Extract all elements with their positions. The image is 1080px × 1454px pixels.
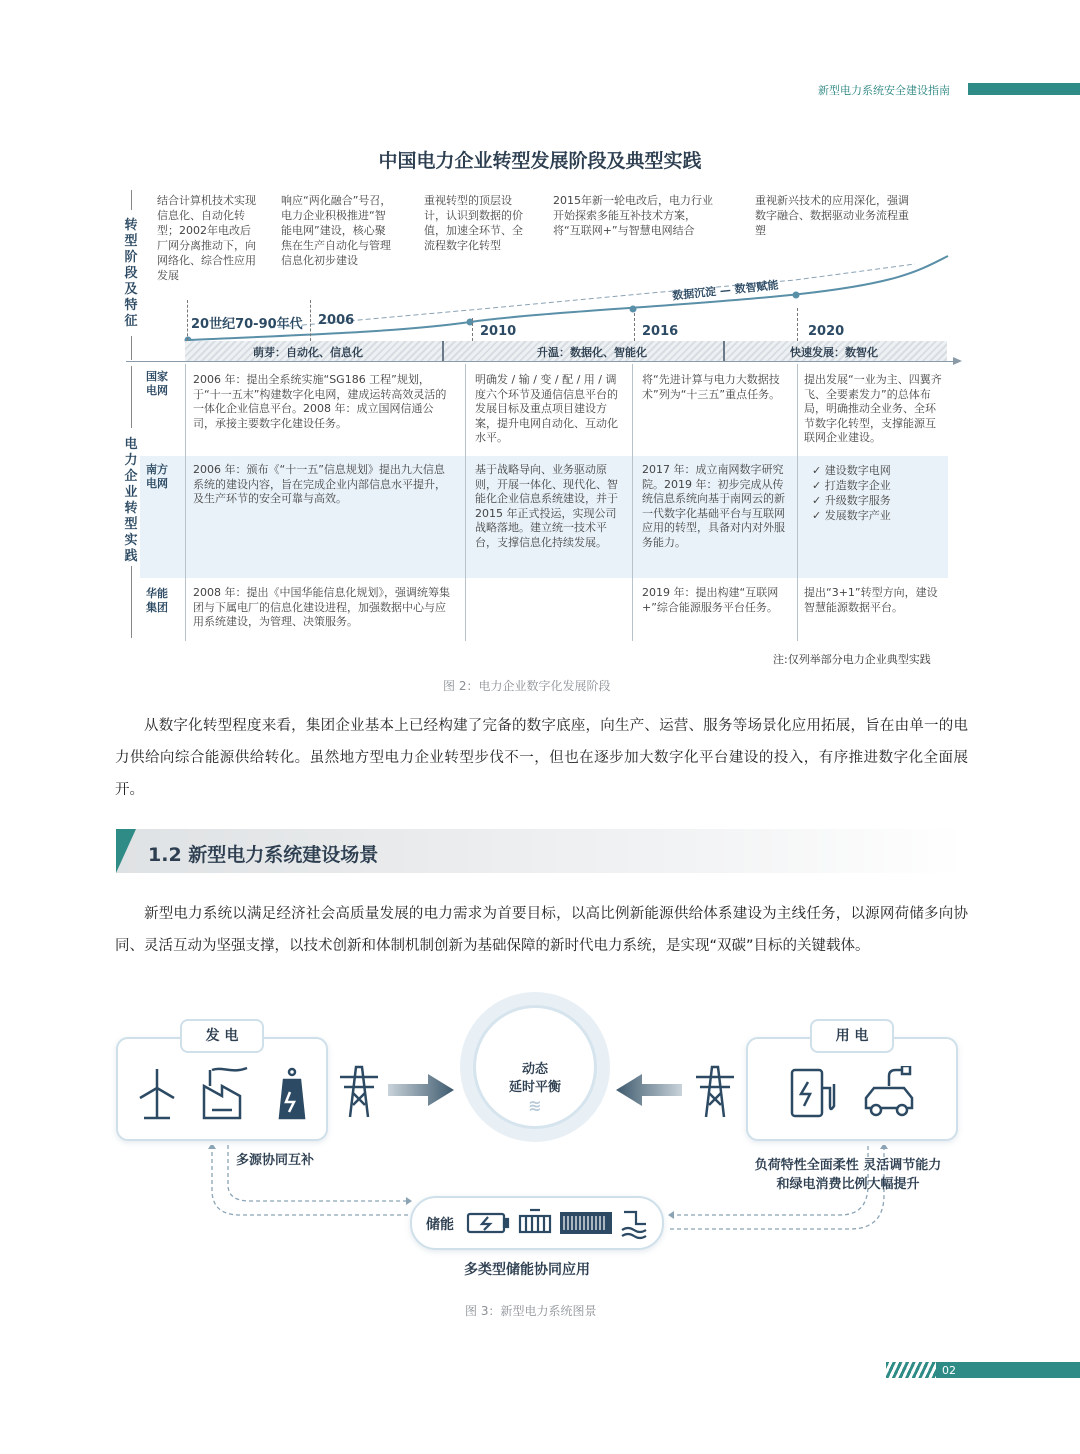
cell-sgcc-3: 将“先进计算与电力大数据技术”列为“十三五”重点任务。: [642, 373, 781, 401]
figure3-caption: 图 3：新型电力系统图景: [465, 1304, 597, 1318]
company-name-sgcc: 国家电网: [146, 370, 168, 397]
load-label-line2: 和绿电消费比例大幅提升: [776, 1177, 920, 1192]
cell-sgcc-2: 明确发 / 输 / 变 / 配 / 用 / 调度六个环节及通信信息平台的发展目标及重点项目建设方案，提升电网自动化、互动化水平。: [475, 373, 618, 445]
cell-csg-1: 2006 年：颁布《“十一五”信息规划》提出九大信息系统的建设内容，旨在完成企业内部信息水平提升，及生产环节的安全可靠与高效。: [193, 463, 446, 506]
year-label: 2016: [642, 324, 679, 339]
side-divider-mid: [131, 336, 132, 360]
figure2-title: 中国电力企业转型发展阶段及典型实践: [378, 150, 702, 172]
side-label-practice: 电力企业转型实践: [124, 437, 138, 564]
section-heading-accent: [116, 829, 136, 873]
wave-icon: ≋: [528, 1096, 542, 1115]
cell-huaneng-1: 2008 年：提出《中国华能信息化规划》，强调统筹集团与下属电厂的信息化建设进程，加强数据中心与应用系统建设，为管理、决策服务。: [193, 586, 450, 629]
load-label: [733, 1156, 963, 1194]
stage-desc-4: 2015年新一轮电改后，电力行业开始探索多能互补技术方案，将“互联网+”与智慧电网结合: [553, 194, 713, 237]
phase-label-3: 快速发展：数智化: [790, 346, 878, 359]
year-marker: [187, 300, 188, 341]
list-item: ✓ 发展数字产业: [812, 509, 891, 522]
generation-icons: [132, 1066, 312, 1120]
list-item: ✓ 升级数字服务: [812, 494, 891, 507]
figure2-note: 注:仅列举部分电力企业典型实践: [773, 653, 931, 666]
factory-icon: [204, 1068, 247, 1118]
curve-label: 数据沉淀 — 数智赋能: [671, 278, 780, 303]
year-label: 20世纪70-90年代: [191, 317, 303, 332]
balance-label-line2: 延时平衡: [508, 1080, 561, 1095]
timeline-arrow: [953, 357, 962, 365]
footer-bar: [936, 1362, 1080, 1378]
transmission-tower-icon-right: [692, 1063, 738, 1119]
side-divider-bottom: [131, 566, 132, 638]
wind-turbine-icon: [140, 1069, 174, 1118]
phase-label-1: 萌芽：自动化、信息化: [253, 346, 363, 359]
storage-cabinet-icon: [520, 1210, 550, 1232]
multi-source-label: 多源协同互补: [236, 1153, 315, 1168]
balance-label: [480, 1061, 590, 1115]
company-name-huaneng: 华能集团: [146, 587, 168, 614]
list-item: ✓ 建设数字电网: [812, 464, 891, 477]
timeline-axis: [126, 361, 956, 362]
side-divider-top: [131, 190, 132, 210]
charging-station-icon: [792, 1070, 834, 1116]
cell-csg-3: 2017 年：成立南网数字研究院。2019 年：初步完成从传统信息系统向基于南网云的新一代数字化基础平台与互联网应用的转型，具备对内对外服务能力。: [642, 463, 785, 549]
consumption-tab: 用 电: [810, 1019, 894, 1053]
stage-desc-5: 重视新兴技术的应用深化，强调数字融合、数据驱动业务流程重塑: [755, 194, 909, 237]
column-separator: [465, 364, 466, 641]
year-marker: [634, 313, 635, 341]
figure2-caption: 图 2：电力企业数字化发展阶段: [443, 679, 611, 693]
arrow-left-icon: [616, 1072, 682, 1108]
list-item: ✓ 打造数字企业: [812, 479, 891, 492]
column-separator: [797, 364, 798, 641]
stage-desc-1: 结合计算机技术实现信息化、自动化转型；2002年电改后厂网分离推动下，向网络化、综合性应用发展: [157, 194, 256, 282]
storage-label: 储能: [426, 1217, 454, 1233]
year-label: 2010: [480, 324, 517, 339]
side-divider-mid2: [131, 366, 132, 428]
generation-tab: 发 电: [180, 1019, 264, 1053]
csg-bullet-list: [812, 463, 944, 523]
cell-sgcc-4: 提出发展“一业为主、四翼齐飞、全要素发力”的总体布局，明确推动全业务、全环节数字化转型，支撑能源互联网企业建设。: [804, 373, 942, 445]
cell-huaneng-3: 2019 年：提出构建“互联网 +”综合能源服务平台任务。: [642, 586, 779, 614]
year-label: 2020: [808, 324, 845, 339]
stage-desc-2: 响应“两化融合”号召，电力企业积极推进“智能电网”建设，核心聚焦在生产自动化与管理信息化初步建设: [281, 194, 392, 267]
container-storage-icon: [560, 1212, 612, 1234]
paragraph-1: 从数字化转型程度来看，集团企业基本上已经构建了完备的数字底座，向生产、运营、服务等场景化应用拓展，旨在由单一的电力供给向综合能源供给转化。虽然地方型电力企业转型步伐不一，但也在逐步加大数字化平台建设的投入，有序推进数字化全面展开。: [115, 718, 968, 798]
side-label-stage: 转型阶段及特征: [124, 218, 138, 329]
company-name-csg: 南方电网: [146, 463, 168, 490]
electric-car-icon: [866, 1066, 912, 1115]
balance-label-line1: 动态: [521, 1062, 548, 1077]
header-accent-bar: [968, 83, 1080, 95]
year-marker: [797, 308, 798, 341]
stage-desc-3: 重视转型的顶层设计，认识到数据的价值，加速全环节、全流程数字化转型: [424, 194, 523, 252]
arrow-right-icon: [388, 1072, 454, 1108]
cell-csg-2: 基于战略导向、业务驱动原则，开展一体化、现代化、智能化企业信息系统建设，并于 2015 年正式投运，实现公司战略落地。建立统一技术平台，支撑信息化持续发展。: [475, 463, 618, 549]
year-label: 2006: [318, 313, 355, 328]
transmission-tower-icon: [336, 1063, 382, 1119]
page-number: 02: [942, 1364, 956, 1377]
phase-separator: [442, 341, 444, 362]
storage-caption: 多类型储能协同应用: [464, 1262, 590, 1278]
load-label-line1: 负荷特性全面柔性 灵活调节能力: [754, 1158, 942, 1173]
cell-csg-4: [812, 463, 944, 523]
section-title: 1.2 新型电力系统建设场景: [148, 844, 379, 866]
year-marker: [472, 318, 473, 341]
storage-icons: [466, 1206, 652, 1240]
battery-icon: [468, 1214, 508, 1232]
header-brand: 新型电力系统安全建设指南: [818, 84, 950, 97]
cell-sgcc-1: 2006 年：提出全系统实施“SG186 工程”规划，于“十一五末”构建数字化电网，建成运转高效灵活的一体化企业信息平台。2008 年：成立国网信通公司，承接主要数字化建设任务。: [193, 373, 447, 430]
paragraph-2: 新型电力系统以满足经济社会高质量发展的电力需求为首要目标，以高比例新能源供给体系建设为主线任务，以源网荷储多向协同、灵活互动为坚强支撑，以技术创新和体制机制创新为基础保障的新时代电力系统，是实现“双碳”目标的关键载体。: [115, 906, 968, 954]
column-separator: [185, 364, 186, 641]
power-plant-icon: [280, 1069, 304, 1118]
cell-huaneng-4: 提出“3+1”转型方向，建设智慧能源数据平台。: [804, 586, 938, 614]
pumped-hydro-icon: [622, 1212, 646, 1238]
phase-separator: [723, 341, 725, 362]
phase-label-2: 升温：数据化、智能化: [537, 346, 647, 359]
consumption-icons: [786, 1066, 926, 1120]
column-separator: [632, 364, 633, 641]
footer-stripes: [886, 1362, 936, 1378]
year-marker: [310, 300, 311, 341]
